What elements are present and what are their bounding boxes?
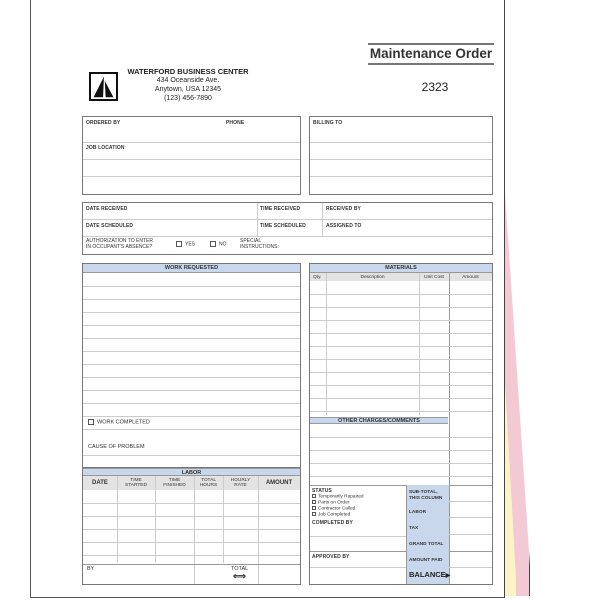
time-scheduled-label: TIME SCHEDULED	[260, 223, 306, 229]
materials-col-unit-cost: Unit Cost	[419, 273, 449, 281]
ordered-by-label: ORDERED BY	[86, 120, 121, 126]
form-title: Maintenance Order	[369, 46, 493, 61]
labor-col-amount: AMOUNT	[258, 476, 300, 490]
balance-arrow-icon: ▶	[445, 573, 451, 579]
labor-col-hourly-rate: HOURLY RATE	[223, 476, 258, 490]
status-option-parts-on-order[interactable]: Parts on Order	[312, 500, 349, 506]
date-scheduled-label: DATE SCHEDULED	[86, 223, 134, 229]
special-instructions-label: SPECIAL INSTRUCTIONS:	[240, 238, 279, 250]
assigned-to-label: ASSIGNED TO	[326, 223, 362, 229]
received-by-label: RECEIVED BY	[326, 206, 361, 212]
status-option-job-completed[interactable]: Job Completed	[312, 512, 350, 518]
labor-col-time-finished: TIME FINISHED	[155, 476, 194, 490]
double-arrow-icon: ⟺	[233, 571, 246, 581]
company-phone: (123) 456-7890	[164, 95, 212, 102]
company-name: WATERFORD BUSINESS CENTER	[127, 67, 249, 76]
materials-col-qty: Qty.	[310, 273, 326, 281]
ordered-by-box[interactable]	[82, 116, 301, 195]
yes-checkbox[interactable]: YES	[176, 241, 195, 248]
materials-col-description: Description	[326, 273, 419, 281]
time-received-label: TIME RECEIVED	[260, 206, 301, 212]
no-checkbox-box[interactable]	[210, 241, 216, 247]
authorization-label: AUTHORIZATION TO ENTER IN OCCUPANT'S ABSENCE?	[86, 238, 153, 250]
subtotal-label: SUB-TOTAL, THIS COLUMN	[409, 490, 443, 501]
billing-to-label: BILLING TO	[313, 120, 343, 126]
company-info	[118, 67, 258, 103]
status-option-contractor-called[interactable]: Contractor Called	[312, 506, 355, 512]
materials-header: MATERIALS	[310, 264, 492, 273]
phone-label: PHONE	[226, 120, 245, 126]
labor-col-date: DATE	[83, 476, 117, 490]
no-checkbox[interactable]: NO	[210, 241, 227, 248]
tax-label: TAX	[409, 526, 419, 531]
company-address-line1: 434 Oceanside Ave.	[156, 77, 220, 84]
triangle-a-logo-icon	[89, 72, 118, 101]
labor-by-label: BY	[87, 566, 95, 572]
cause-of-problem-label: CAUSE OF PROBLEM	[88, 444, 145, 450]
order-number: 2323	[421, 80, 449, 94]
labor-total-label: TOTAL	[231, 566, 249, 572]
billing-to-box[interactable]	[309, 116, 493, 195]
work-completed-checkbox-box[interactable]	[88, 419, 94, 425]
other-charges-header: OTHER CHARGES/COMMENTS	[310, 417, 448, 424]
approved-by-label: APPROVED BY	[312, 554, 350, 560]
materials-col-amount: Amount	[449, 273, 492, 281]
work-requested-header: WORK REQUESTED	[83, 264, 300, 273]
labor-col-total-hours: TOTAL HOURS	[194, 476, 223, 490]
date-received-label: DATE RECEIVED	[86, 206, 128, 212]
completed-by-label: COMPLETED BY	[312, 520, 353, 526]
labor-header: LABOR	[83, 468, 300, 476]
grand-total-label: GRAND TOTAL	[409, 542, 444, 547]
job-location-label: JOB LOCATION	[86, 145, 125, 151]
yes-checkbox-box[interactable]	[176, 241, 182, 247]
status-label: STATUS	[312, 488, 332, 494]
form-title-block	[368, 43, 494, 65]
status-option-temporarily-repaired[interactable]: Temporarily Repaired	[312, 494, 364, 500]
schedule-box	[82, 202, 493, 255]
labor-table	[82, 467, 301, 585]
work-completed-checkbox[interactable]: WORK COMPLETED	[88, 419, 150, 426]
work-requested-box[interactable]	[82, 263, 301, 468]
materials-table[interactable]	[309, 263, 493, 585]
balance-label: BALANCE▶	[409, 570, 451, 579]
labor-col-time-started: TIME STARTED	[117, 476, 155, 490]
amount-paid-label: AMOUNT PAID	[409, 558, 443, 563]
labor-total-row-label: LABOR	[409, 510, 427, 515]
company-address-line2: Anytown, USA 12345	[154, 86, 222, 93]
